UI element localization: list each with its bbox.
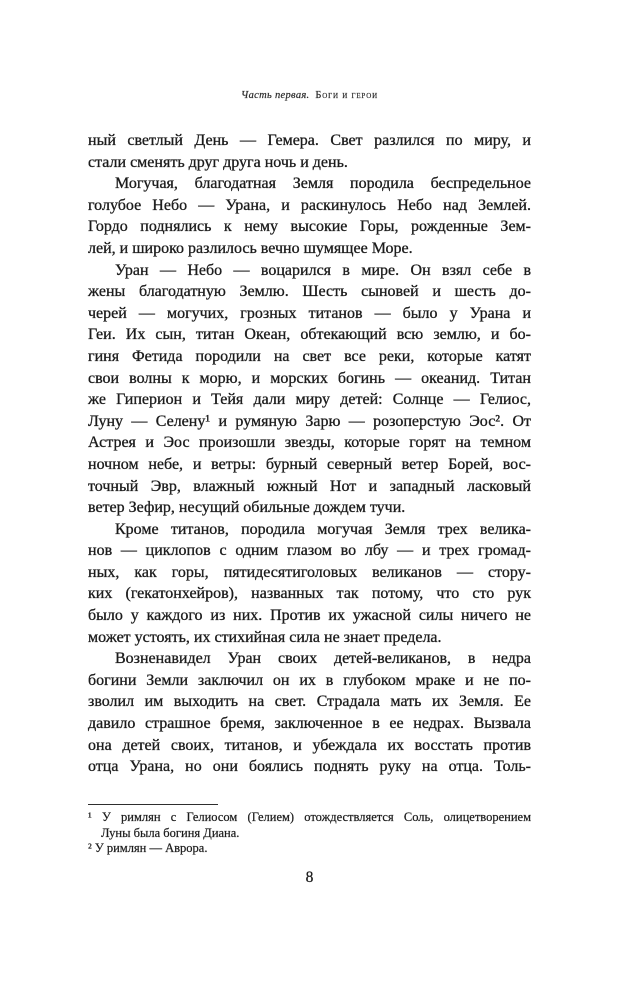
text-line: ветер Зефир, несущий обильные дождем тучи. — [88, 499, 406, 517]
text-line: черей — могучих, грозных титанов — было у Урана и — [88, 304, 531, 322]
text-line: гиня Фетида породили на свет все реки, которые катят — [88, 347, 531, 365]
text-line: нов — циклопов с одним глазом во лбу — и трех громад- — [88, 542, 531, 560]
text-line: зволил им выходить на свет. Страдала мать их Земля. Ее — [88, 693, 531, 711]
text-line: свои волны к морю, и морских богинь — океанид. Титан — [88, 369, 531, 387]
text-line: ких (гекатонхейров), названных так потому, что сто рук — [88, 585, 531, 603]
text-line: же Гиперион и Тейя дали миру детей: Солнце — Гелиос, — [88, 391, 531, 409]
footnote-line: ¹ У римлян с Гелиосом (Гелием) отождествляется Соль, олицетворением — [88, 810, 531, 824]
text-line: Возненавидел Уран своих детей-великанов, в недра — [115, 650, 531, 668]
text-line: точный Эвр, влажный южный Нот и западный ласковый — [88, 477, 531, 495]
footnotes-section — [88, 804, 531, 857]
footnote-line: Луны была богиня Диана. — [101, 825, 240, 840]
text-line: стали сменять друг друга ночь и день. — [88, 153, 348, 171]
text-line: Могучая, благодатная Земля породила беспредельное — [115, 175, 531, 193]
text-line: может устоять, их стихийная сила не знает предела. — [88, 628, 442, 646]
text-line: жены благодатную Землю. Шесть сыновей и шесть до- — [88, 283, 531, 301]
text-line: она детей своих, титанов, и убеждала их восстать против — [88, 736, 531, 754]
page-number: 8 — [305, 869, 314, 886]
text-line: Луну — Селену¹ и румяную Зарю — розоперстую Эос². От — [88, 412, 531, 430]
part-label: Часть первая. — [241, 90, 310, 101]
footnote-list — [88, 810, 531, 857]
running-header — [88, 90, 531, 101]
text-line: голубое Небо — Урана, и раскинулось Небо над Землей. — [88, 196, 531, 214]
text-line: давило страшное бремя, заключенное в ее недрах. Вызвала — [88, 715, 531, 733]
text-line: Астрея и Эос произошли звезды, которые горят на темном — [88, 434, 531, 452]
body-text — [88, 130, 531, 778]
text-line: Гордо поднялись к нему высокие Горы, рожденные Зем- — [88, 218, 531, 236]
text-line: ных, как горы, пятидесятиголовых великанов — стору- — [88, 563, 531, 581]
text-line: Кроме титанов, породила могучая Земля трех велика- — [115, 520, 531, 538]
text-line: отца Урана, но они боялись поднять руку на отца. Толь- — [88, 758, 531, 776]
footnote-divider — [88, 804, 218, 805]
text-line: Уран — Небо — воцарился в мире. Он взял себе в — [115, 261, 531, 279]
section-label: Боги и герои — [315, 90, 378, 101]
text-line: ный светлый День — Гемера. Свет разлился по миру, и — [88, 132, 531, 149]
text-line: богини Земли заключил он их в глубоком мраке и не по- — [88, 671, 531, 689]
text-line: было у каждого из них. Против их ужасной силы ничего не — [88, 607, 531, 625]
text-line: Геи. Их сын, титан Океан, обтекающий всю землю, и бо- — [88, 326, 531, 344]
text-line: лей, и широко разлилось вечно шумящее Море. — [88, 239, 413, 257]
footnote-line: ² У римлян — Аврора. — [88, 841, 208, 856]
text-line: ночном небе, и ветры: бурный северный ветер Борей, вос- — [88, 455, 531, 473]
